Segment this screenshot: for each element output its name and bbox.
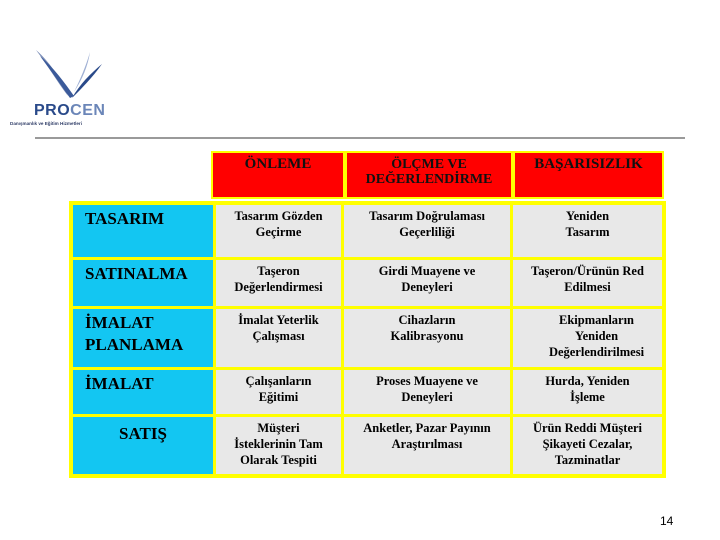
table-cell: Yeniden Tasarım	[513, 205, 662, 257]
table-cell: Tasarım Gözden Geçirme	[216, 205, 341, 257]
brand-tagline: Danışmanlık ve Eğitim Hizmetleri	[10, 121, 82, 126]
table-cell: Proses Muayene ve Deneyleri	[344, 370, 510, 414]
table-cell: Taşeron Değerlendirmesi	[216, 260, 341, 306]
column-header-basarisizlik: BAŞARISIZLIK	[513, 151, 664, 199]
page-number: 14	[660, 514, 674, 528]
table-cell: Ürün Reddi Müşteri Şikayeti Cezalar, Tazminatlar	[513, 417, 662, 474]
row-header-satinalma: SATINALMA	[73, 260, 213, 306]
row-header-tasarim: TASARIM	[73, 205, 213, 257]
table-cell: Ekipmanların Yeniden Değerlendirilmesi	[513, 309, 662, 367]
table-cell: Müşteri İsteklerinin Tam Olarak Tespiti	[216, 417, 341, 474]
row-header-satis: SATIŞ	[73, 417, 213, 474]
table-cell: Çalışanların Eğitimi	[216, 370, 341, 414]
brand-name: PROCEN	[34, 102, 106, 119]
column-header-onleme: ÖNLEME	[211, 151, 345, 199]
row-header-imalat-planlama: İMALAT PLANLAMA	[73, 309, 213, 367]
column-header-olcme: ÖLÇME VE DEĞERLENDİRME	[345, 151, 513, 199]
table-cell: Cihazların Kalibrasyonu	[344, 309, 510, 367]
procen-logo	[8, 44, 126, 134]
header-divider	[35, 137, 685, 139]
table-cell: İmalat Yeterlik Çalışması	[216, 309, 341, 367]
table-cell: Anketler, Pazar Payının Araştırılması	[344, 417, 510, 474]
table-cell: Taşeron/Ürünün Red Edilmesi	[513, 260, 662, 306]
table-cell: Girdi Muayene ve Deneyleri	[344, 260, 510, 306]
bird-logo-icon	[30, 46, 108, 104]
row-header-imalat: İMALAT	[73, 370, 213, 414]
table-cell: Tasarım Doğrulaması Geçerliliği	[344, 205, 510, 257]
table-cell: Hurda, Yeniden İşleme	[513, 370, 662, 414]
